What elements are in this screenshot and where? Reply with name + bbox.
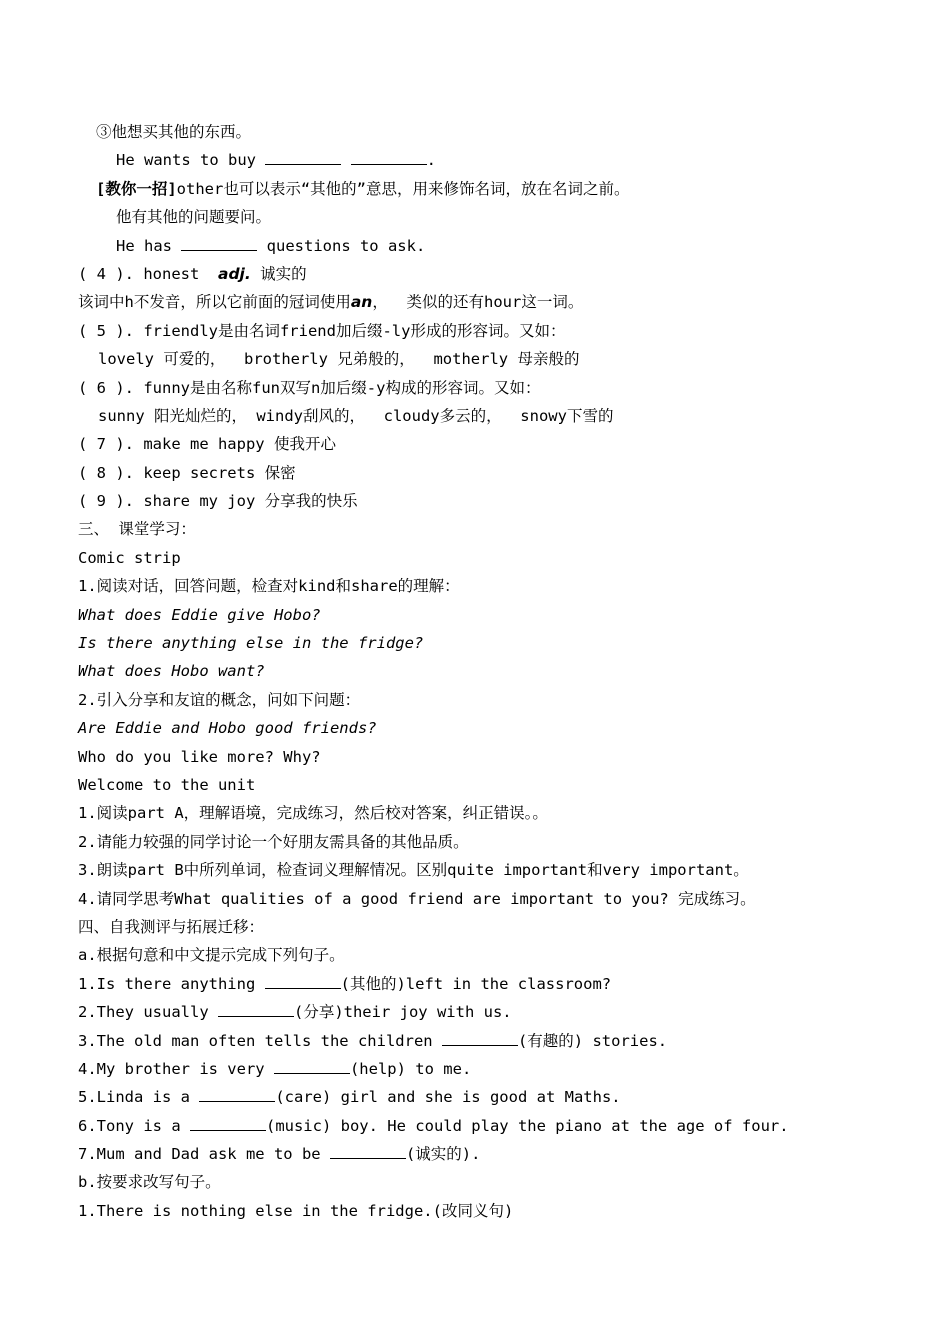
tip-label: [教你一招] <box>96 179 177 198</box>
exercise-instruction: a.根据句意和中文提示完成下列句子。 <box>78 946 345 965</box>
answer-blank[interactable] <box>218 1002 294 1017</box>
question-line: Are Eddie and Hobo good friends? <box>78 719 377 738</box>
fill-in-sentence: He has questions to ask. <box>116 236 426 255</box>
section-heading: 四、自我测评与拓展迁移： <box>78 917 265 936</box>
article-highlight: an <box>350 293 373 312</box>
vocab-item: ( 7 ). make me happy 使我开心 <box>78 435 336 454</box>
exercise-item: 1.There is nothing else in the fridge.(改同义句) <box>78 1201 514 1220</box>
answer-blank[interactable] <box>274 1059 350 1074</box>
example-sentence-cn: 他有其他的问题要问。 <box>116 208 272 227</box>
vocab-item: ( 6 ). funny是由名称fun双写n加后缀-y构成的形容词。又如： <box>78 378 541 397</box>
instruction-line: 1.阅读part A，理解语境，完成练习，然后校对答案，纠正错误。。 <box>78 804 548 823</box>
vocab-item: ( 4 ). honest adj. 诚实的 <box>78 264 307 283</box>
example-sentence-cn: ③他想买其他的东西。 <box>96 123 252 141</box>
subsection-heading: Comic strip <box>78 548 181 567</box>
answer-blank[interactable] <box>190 1116 266 1131</box>
instruction-line: 2.请能力较强的同学讨论一个好朋友需具备的其他品质。 <box>78 832 469 851</box>
exercise-instruction: b.按要求改写句子。 <box>78 1173 221 1192</box>
fill-in-sentence: He wants to buy . <box>116 151 436 170</box>
vocab-item: ( 5 ). friendly是由名词friend加后缀-ly形成的形容词。又如： <box>78 321 566 340</box>
exercise-item: 6.Tony is a (music) boy. He could play the piano at the age of four. <box>78 1116 789 1135</box>
exercise-item: 7.Mum and Dad ask me to be (诚实的). <box>78 1145 481 1164</box>
question-line: What does Eddie give Hobo? <box>78 605 321 624</box>
note-line: 该词中h不发音，所以它前面的冠词使用an， 类似的还有hour这一词。 <box>78 293 584 312</box>
tip-line: [教你一招]other也可以表示“其他的”意思，用来修饰名词，放在名词之前。 <box>96 179 630 198</box>
exercise-item: 3.The old man often tells the children (有趣的) stories. <box>78 1031 668 1050</box>
vocab-item: ( 9 ). share my joy 分享我的快乐 <box>78 492 358 511</box>
vocab-item: ( 8 ). keep secrets 保密 <box>78 463 296 482</box>
exercise-item: 2.They usually (分享)their joy with us. <box>78 1003 512 1022</box>
answer-blank[interactable] <box>181 236 257 251</box>
exercise-item: 5.Linda is a (care) girl and she is good at Maths. <box>78 1088 621 1107</box>
answer-blank[interactable] <box>265 974 341 989</box>
instruction-line: 2.引入分享和友谊的概念，问如下问题： <box>78 690 361 709</box>
answer-blank[interactable] <box>351 150 427 165</box>
example-words: lovely 可爱的， brotherly 兄弟般的， motherly 母亲般的 <box>98 350 580 369</box>
question-line: Who do you like more? Why? <box>78 747 321 766</box>
instruction-line: 4.请同学思考What qualities of a good friend are important to you? 完成练习。 <box>78 889 756 908</box>
instruction-line: 3.朗读part B中所列单词，检查词义理解情况。区别quite important和very important。 <box>78 861 749 880</box>
answer-blank[interactable] <box>330 1144 406 1159</box>
answer-blank[interactable] <box>442 1031 518 1046</box>
section-heading: 三、 课堂学习： <box>78 520 196 539</box>
part-of-speech: adj. <box>217 264 251 283</box>
answer-blank[interactable] <box>265 150 341 165</box>
exercise-item: 1.Is there anything (其他的)left in the classroom? <box>78 974 612 993</box>
document-body <box>78 118 878 1225</box>
subsection-heading: Welcome to the unit <box>78 775 256 794</box>
question-line: Is there anything else in the fridge? <box>78 634 424 653</box>
answer-blank[interactable] <box>199 1087 275 1102</box>
example-words: sunny 阳光灿烂的， windy刮风的， cloudy多云的， snowy下雪的 <box>98 406 614 425</box>
question-line: What does Hobo want? <box>78 662 265 681</box>
instruction-line: 1.阅读对话，回答问题，检查对kind和share的理解： <box>78 577 460 596</box>
exercise-item: 4.My brother is very (help) to me. <box>78 1059 472 1078</box>
